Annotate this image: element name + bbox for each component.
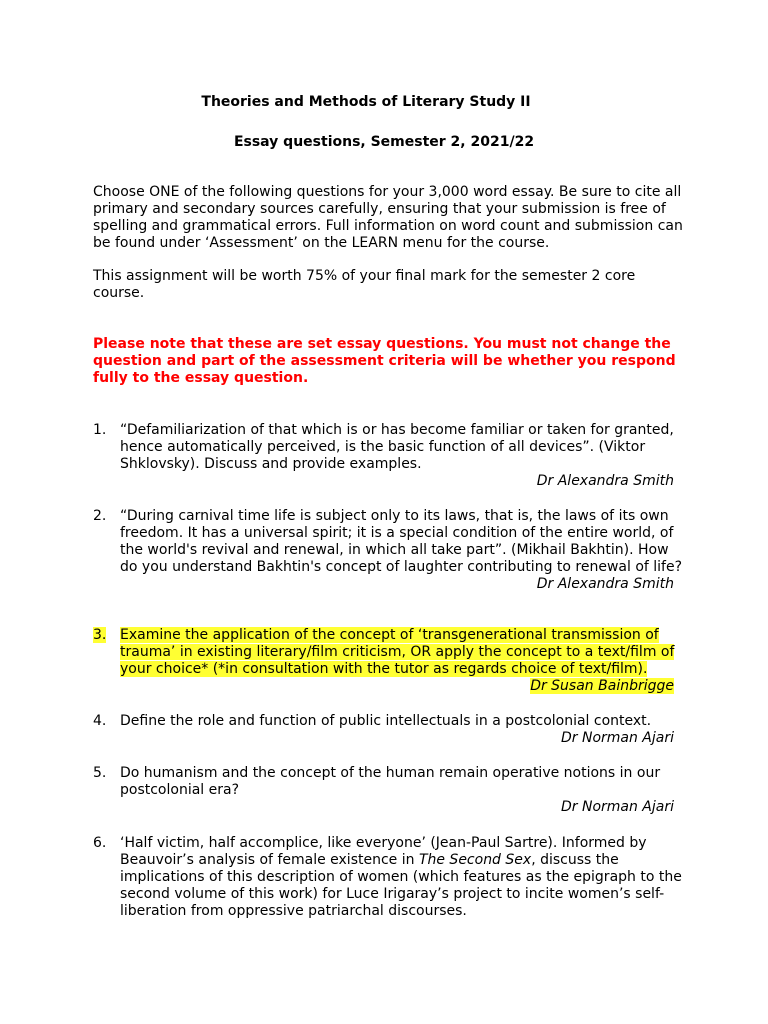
- question-number: 6.: [93, 835, 107, 851]
- question-number: 5.: [93, 765, 107, 781]
- question-text: Do humanism and the concept of the human remain operative notions in our postcolonial era?: [120, 765, 661, 798]
- question-number: 2.: [93, 508, 107, 524]
- question-text: Define the role and function of public intellectuals in a postcolonial context.: [120, 713, 652, 729]
- question-author: Dr Norman Ajari: [560, 730, 674, 746]
- question-text: “During carnival time life is subject only to its laws, that is, the laws of its own freedom. It has a universal spirit; it is a special condition of the entire world, of the world's revival and renewal, in which all take part”. (Mikhail Bakhtin). How do you understand Bakhtin's concept of laughter contributing to renewal of life?: [120, 508, 683, 575]
- document-subtitle: Essay questions, Semester 2, 2021/22: [233, 134, 535, 150]
- question-item: [93, 422, 683, 490]
- question-item: [93, 835, 683, 920]
- question-item-highlighted: [93, 627, 683, 695]
- question-item: [93, 713, 683, 747]
- question-number: 1.: [93, 422, 107, 438]
- question-text-part: ‘Half victim, half accomplice, like everyone’ (Jean-Paul Sartre). Informed by Beauvoir’s analysis of female existence in: [120, 835, 647, 868]
- question-text-part: , discuss the implications of this description of women (which features as the epigraph to the second volume of this work) for Luce Irigaray’s project to incite women’s self-liberation from oppressive patriarchal discourses.: [120, 852, 682, 919]
- warning-note: Please note that these are set essay questions. You must not change the question and part of the assessment criteria will be whether you respond fully to the essay question.: [93, 336, 676, 386]
- question-author: Dr Alexandra Smith: [536, 576, 674, 592]
- question-text: [120, 835, 683, 920]
- question-author: Dr Susan Bainbrigge: [530, 678, 674, 694]
- question-author: Dr Alexandra Smith: [536, 473, 674, 489]
- question-item: [93, 508, 683, 593]
- question-number: 4.: [93, 713, 107, 729]
- book-title: The Second Sex: [418, 852, 532, 868]
- intro-paragraph: Choose ONE of the following questions for your 3,000 word essay. Be sure to cite all primary and secondary sources carefully, ensuring that your submission is free of spelling and grammatical errors. Full information on word count and submission can be found under ‘Assessment’ on the LEARN menu for the course.: [93, 184, 683, 251]
- question-text: Examine the application of the concept of ‘transgenerational transmission of trauma’ in existing literary/film criticism, OR apply the concept to a text/film of your choice* (*in consultation with the tutor as regards choice of text/film).: [120, 627, 675, 677]
- weight-paragraph: This assignment will be worth 75% of your final mark for the semester 2 core course.: [93, 268, 636, 301]
- question-author: Dr Norman Ajari: [560, 799, 674, 815]
- document-title: Theories and Methods of Literary Study II: [201, 94, 531, 110]
- question-text: “Defamiliarization of that which is or has become familiar or taken for granted, hence automatically perceived, is the basic function of all devices”. (Viktor Shklovsky). Discuss and provide examples.: [120, 422, 674, 472]
- question-number: 3.: [93, 627, 107, 643]
- question-item: [93, 765, 683, 816]
